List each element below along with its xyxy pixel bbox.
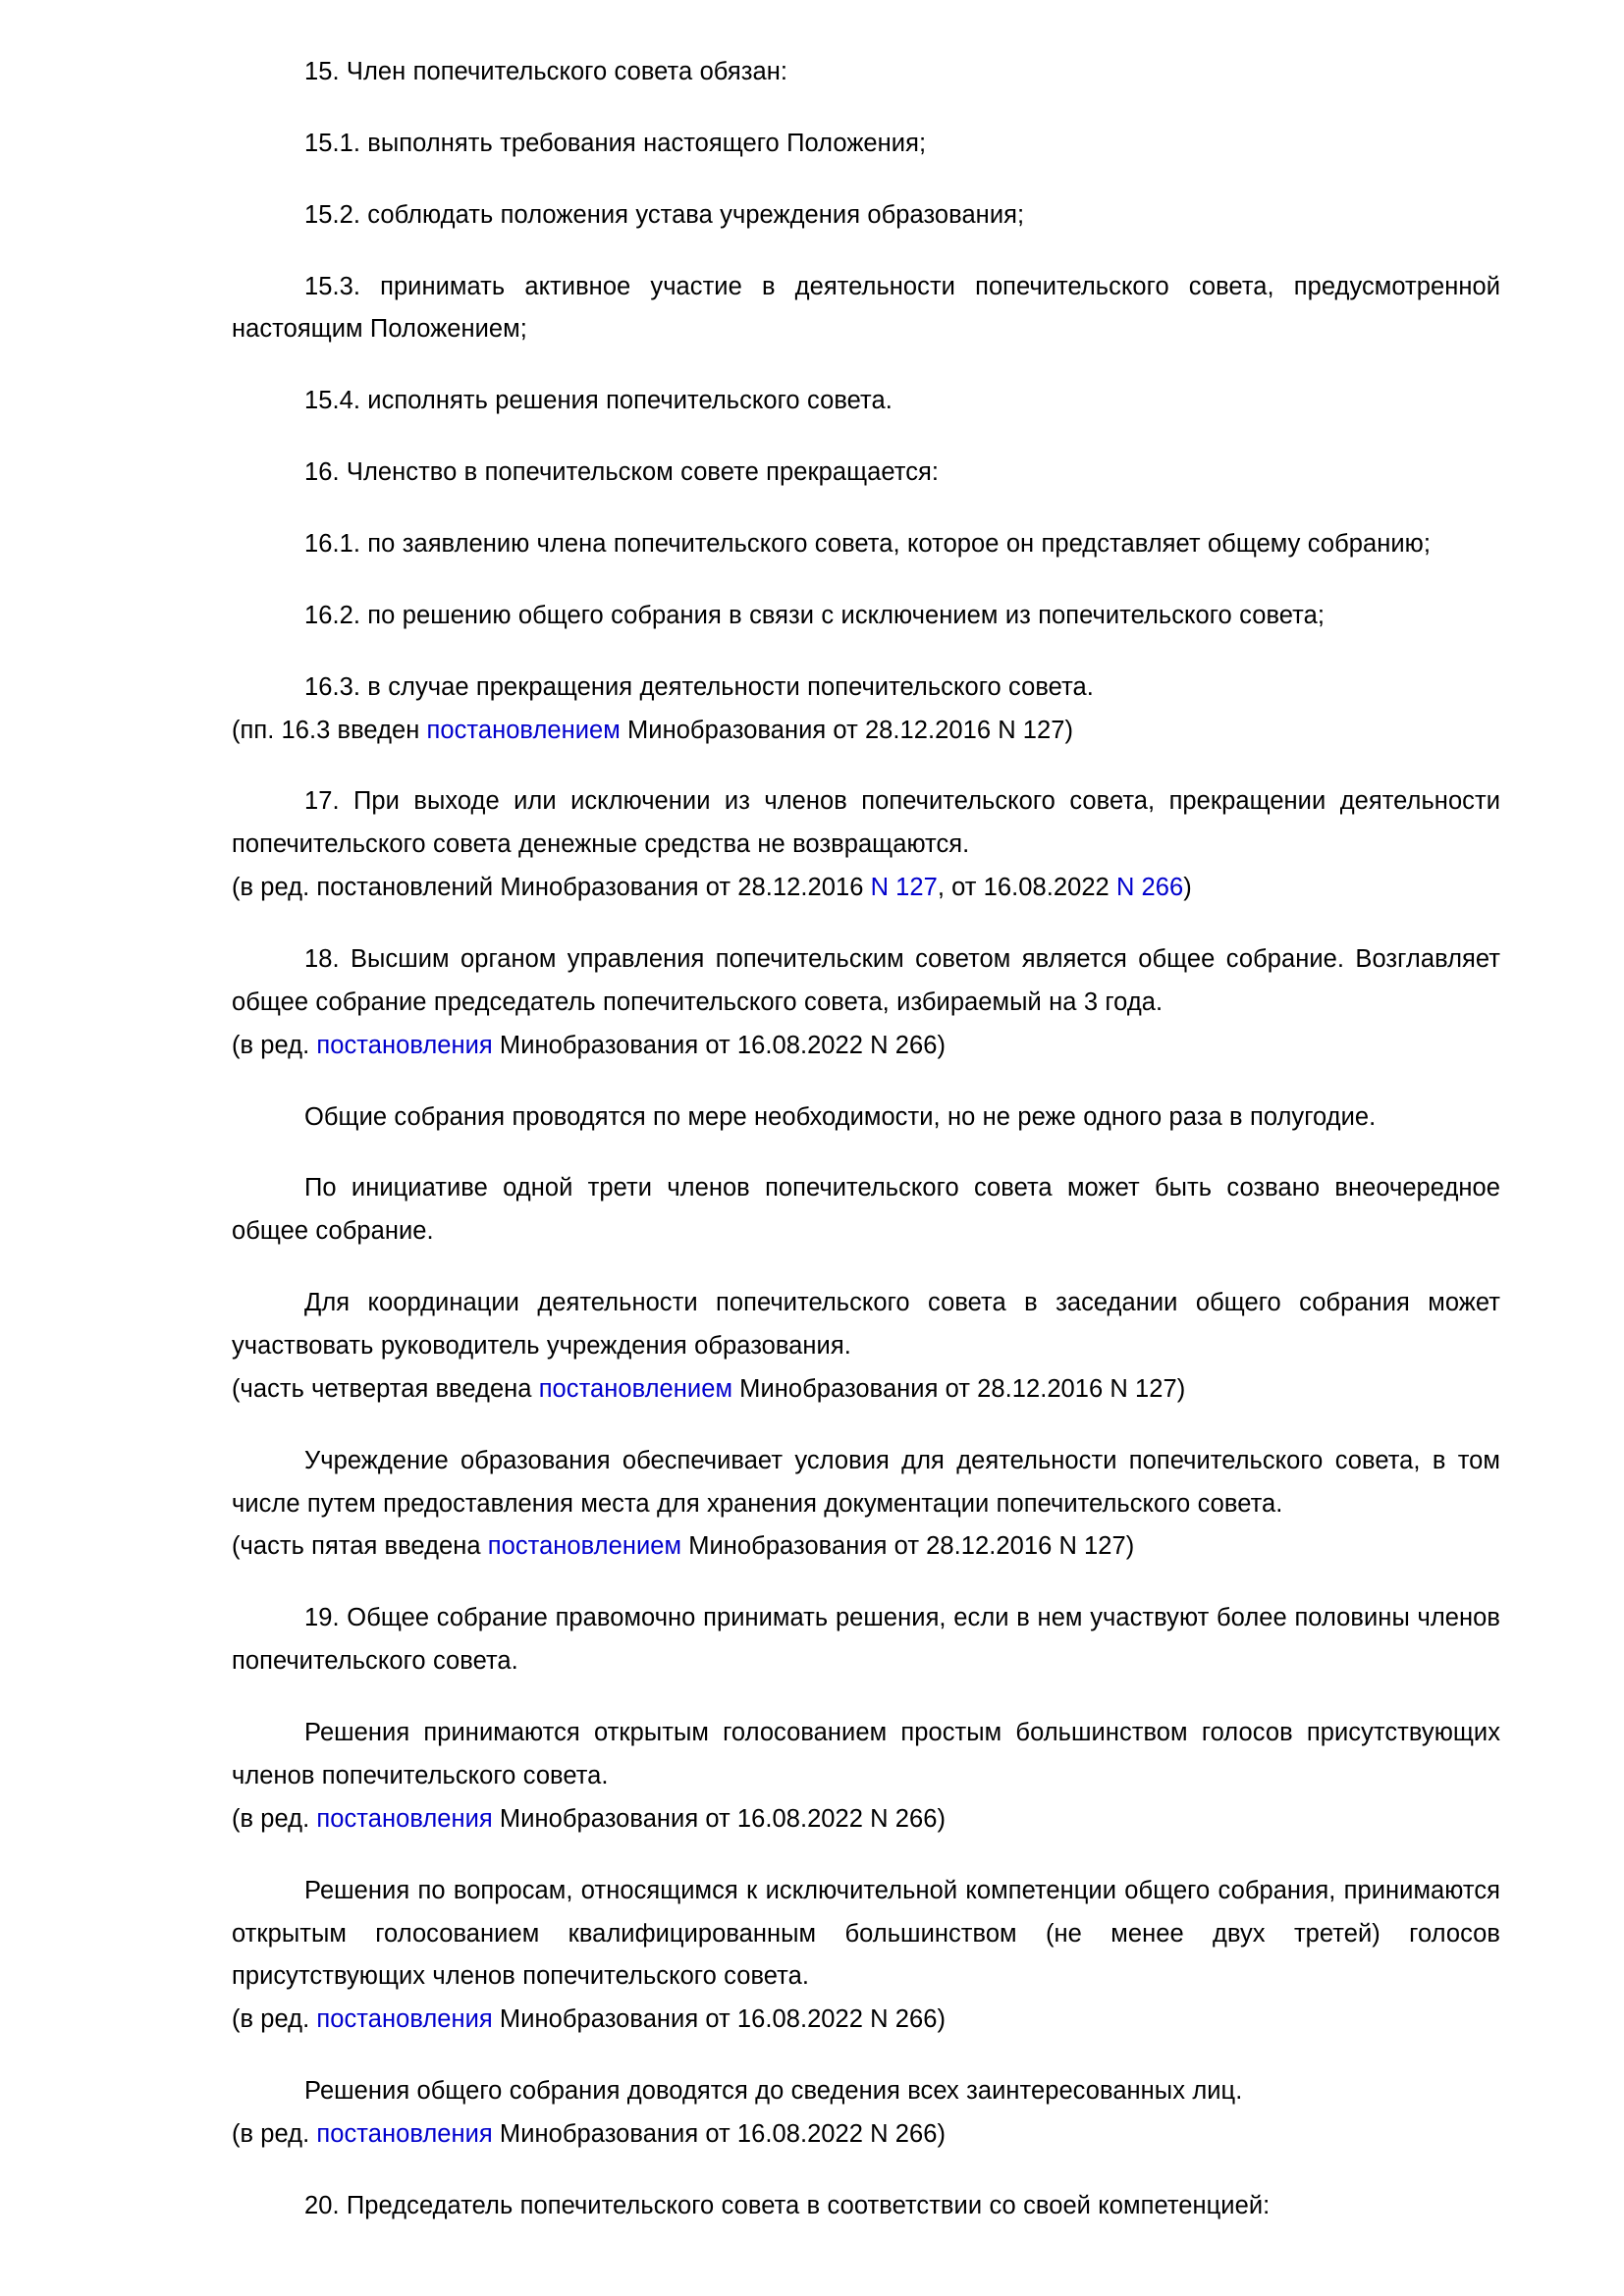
note-middle: Минобразования от 16.08.2022 N 266) xyxy=(492,1031,946,1059)
paragraph-18: 18. Высшим органом управления попечительским советом является общее собрание. Возглавляет общее собрание председатель попечительского совета, избираемый на 3 года. xyxy=(232,945,1500,1016)
link-postanovlenie[interactable]: постановления xyxy=(316,1031,493,1059)
note-prefix: (в ред. постановлений Минобразования от 28.12.2016 xyxy=(232,874,871,902)
amendment-note-17 xyxy=(232,867,1500,910)
document-body xyxy=(232,51,1500,2228)
paragraph-16-1: 16.1. по заявлению члена попечительского совета, которое он представляет общему собранию; xyxy=(304,530,1431,559)
link-postanovlenie[interactable]: постановления xyxy=(316,2005,493,2034)
note-middle: Минобразования от 16.08.2022 N 266) xyxy=(492,1804,946,1833)
note-middle: Минобразования от 28.12.2016 N 127) xyxy=(620,716,1074,744)
paragraph-20: 20. Председатель попечительского совета в соответствии со своей компетенцией: xyxy=(304,2191,1271,2219)
paragraph-15-1: 15.1. выполнять требования настоящего Положения; xyxy=(304,129,927,157)
amendment-note-16-3 xyxy=(232,710,1500,753)
note-middle: , от 16.08.2022 xyxy=(937,874,1116,902)
note-prefix: (в ред. xyxy=(232,1031,317,1059)
paragraph-16-3: 16.3. в случае прекращения деятельности попечительского совета. xyxy=(304,672,1094,701)
link-n-127[interactable]: N 127 xyxy=(870,874,938,902)
amendment-note-18 xyxy=(232,1025,1500,1068)
link-postanovlenie[interactable]: постановлением xyxy=(538,1374,733,1403)
note-prefix: (пп. 16.3 введен xyxy=(232,716,427,744)
note-suffix: ) xyxy=(1183,874,1192,902)
paragraph-18-part4: Для координации деятельности попечительского совета в заседании общего собрания может участвовать руководитель учреждения образования. xyxy=(232,1289,1500,1361)
paragraph-18-part3: По инициативе одной трети членов попечительского совета может быть созвано внеочередное общее собрание. xyxy=(232,1174,1500,1246)
note-prefix: (в ред. xyxy=(232,2005,317,2034)
link-postanovlenie[interactable]: постановления xyxy=(316,2119,493,2148)
note-middle: Минобразования от 16.08.2022 N 266) xyxy=(492,2005,946,2034)
paragraph-15-4: 15.4. исполнять решения попечительского совета. xyxy=(304,387,893,415)
note-middle: Минобразования от 16.08.2022 N 266) xyxy=(492,2119,946,2148)
note-prefix: (часть четвертая введена xyxy=(232,1374,539,1403)
paragraph-15-3: 15.3. принимать активное участие в деятельности попечительского совета, предусмотренной настоящим Положением; xyxy=(232,272,1500,344)
paragraph-18-part5: Учреждение образования обеспечивает условия для деятельности попечительского совета, в том числе путем предоставления места для хранения документации попечительского совета. xyxy=(232,1446,1500,1518)
note-middle: Минобразования от 28.12.2016 N 127) xyxy=(681,1532,1135,1561)
paragraph-19: 19. Общее собрание правомочно принимать решения, если в нем участвуют более половины членов попечительского совета. xyxy=(232,1604,1500,1676)
amendment-note-part5 xyxy=(232,1525,1500,1569)
paragraph-19-part4: Решения общего собрания доводятся до сведения всех заинтересованных лиц. xyxy=(304,2077,1243,2106)
link-postanovlenie[interactable]: постановлением xyxy=(487,1532,682,1561)
note-middle: Минобразования от 28.12.2016 N 127) xyxy=(732,1374,1186,1403)
note-prefix: (в ред. xyxy=(232,1804,317,1833)
note-prefix: (в ред. xyxy=(232,2119,317,2148)
amendment-note-19-part2 xyxy=(232,1798,1500,1842)
amendment-note-19-part4 xyxy=(232,2113,1500,2157)
paragraph-19-part3: Решения по вопросам, относящимся к исключительной компетенции общего собрания, принимаются открытым голосованием квалифицированным большинством (не менее двух третей) голосов присутствующих членов попечительского совета. xyxy=(232,1876,1500,1991)
paragraph-17: 17. При выходе или исключении из членов попечительского совета, прекращении деятельности попечительского совета денежные средства не возвращаются. xyxy=(232,787,1500,859)
note-prefix: (часть пятая введена xyxy=(232,1532,488,1561)
paragraph-16-2: 16.2. по решению общего собрания в связи с исключением из попечительского совета; xyxy=(304,601,1325,629)
link-postanovlenie[interactable]: постановления xyxy=(316,1804,493,1833)
amendment-note-part4 xyxy=(232,1368,1500,1412)
link-n-266[interactable]: N 266 xyxy=(1115,874,1184,902)
paragraph-18-part2: Общие собрания проводятся по мере необходимости, но не реже одного раза в полугодие. xyxy=(304,1102,1377,1131)
paragraph-19-part2: Решения принимаются открытым голосованием простым большинством голосов присутствующих членов попечительского совета. xyxy=(232,1719,1500,1789)
link-postanovlenie[interactable]: постановлением xyxy=(426,716,621,744)
paragraph-15: 15. Член попечительского совета обязан: xyxy=(304,58,787,85)
paragraph-15-2: 15.2. соблюдать положения устава учреждения образования; xyxy=(304,200,1025,229)
amendment-note-19-part3 xyxy=(232,1999,1500,2042)
paragraph-16: 16. Членство в попечительском совете прекращается: xyxy=(304,458,940,487)
